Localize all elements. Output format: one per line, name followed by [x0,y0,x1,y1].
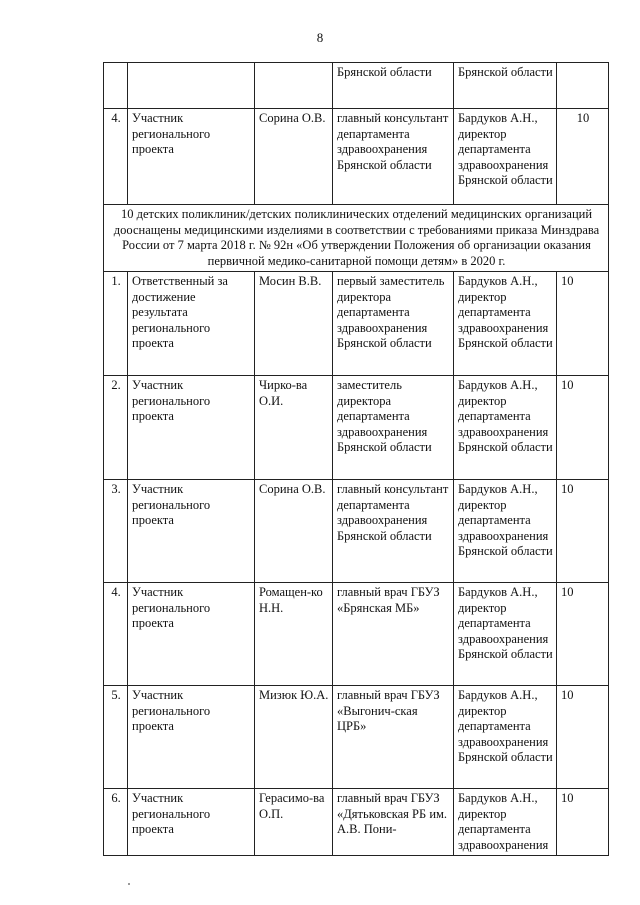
position-cell: главный врач ГБУЗ «Выгонич-ская ЦРБ» [333,686,454,789]
supervisor-cell: Бардуков А.Н., директор департамента здравоохранения Брянской области [454,272,557,376]
position-cell: первый заместитель директора департамента здравоохранения Брянской области [333,272,454,376]
section-heading: 10 детских поликлиник/детских поликлинических отделений медицинских организаций дооснащены медицинскими изделиями в соответствии с требованиями приказа Минздрава России от 7 марта 2018 г. № 92н «Об утверждении Положения об организации оказания первичной медико-санитарной помощи детям» в 2020 г. [104,205,609,272]
role-cell: Участник регионального проекта [128,686,255,789]
position-cell: главный консультант департамента здравоохранения Брянской области [333,109,454,205]
role-cell: Участник регионального проекта [128,109,255,205]
row-number [104,63,128,109]
name-cell: Герасимо-ва О.П. [255,789,333,856]
row-number: 3. [104,480,128,583]
supervisor-cell: Бардуков А.Н., директор департамента здравоохранения Брянской области [454,376,557,480]
name-cell [255,63,333,109]
score-cell: 10 [557,376,609,480]
table-row [104,272,609,376]
supervisor-cell: Бардуков А.Н., директор департамента здравоохранения Брянской области [454,480,557,583]
row-number: 5. [104,686,128,789]
supervisor-cell: Бардуков А.Н., директор департамента здравоохранения Брянской области [454,686,557,789]
position-cell: главный врач ГБУЗ «Брянская МБ» [333,583,454,686]
supervisor-cell: Бардуков А.Н., директор департамента здравоохранения Брянской области [454,109,557,205]
role-cell [128,63,255,109]
participants-table [103,62,609,856]
row-number: 6. [104,789,128,856]
score-cell: 10 [557,109,609,205]
role-cell: Участник регионального проекта [128,480,255,583]
table-row [104,376,609,480]
name-cell: Сорина О.В. [255,480,333,583]
role-cell: Ответственный за достижение результата регионального проекта [128,272,255,376]
name-cell: Чирко-ва О.И. [255,376,333,480]
score-cell: 10 [557,789,609,856]
name-cell: Мосин В.В. [255,272,333,376]
table-row [104,686,609,789]
scan-speck [128,883,130,885]
score-cell: 10 [557,583,609,686]
table-row [104,63,609,109]
supervisor-cell: Бардуков А.Н., директор департамента здравоохранения Брянской области [454,583,557,686]
position-cell: главный врач ГБУЗ «Дятьковская РБ им. А.В. Пони- [333,789,454,856]
row-number: 4. [104,583,128,686]
section-heading-row [104,205,609,272]
score-cell: 10 [557,686,609,789]
supervisor-cell: Брянской области [454,63,557,109]
table-row [104,109,609,205]
row-number: 1. [104,272,128,376]
name-cell: Ромащен-ко Н.Н. [255,583,333,686]
role-cell: Участник регионального проекта [128,583,255,686]
position-cell: заместитель директора департамента здравоохранения Брянской области [333,376,454,480]
table-row [104,480,609,583]
score-cell: 10 [557,272,609,376]
role-cell: Участник регионального проекта [128,376,255,480]
row-number: 2. [104,376,128,480]
position-cell: главный консультант департамента здравоохранения Брянской области [333,480,454,583]
supervisor-cell: Бардуков А.Н., директор департамента здравоохранения [454,789,557,856]
score-cell [557,63,609,109]
score-cell: 10 [557,480,609,583]
position-cell: Брянской области [333,63,454,109]
role-cell: Участник регионального проекта [128,789,255,856]
table-row [104,789,609,856]
page-number: 8 [316,30,324,45]
table-row [104,583,609,686]
name-cell: Сорина О.В. [255,109,333,205]
row-number: 4. [104,109,128,205]
name-cell: Мизюк Ю.А. [255,686,333,789]
